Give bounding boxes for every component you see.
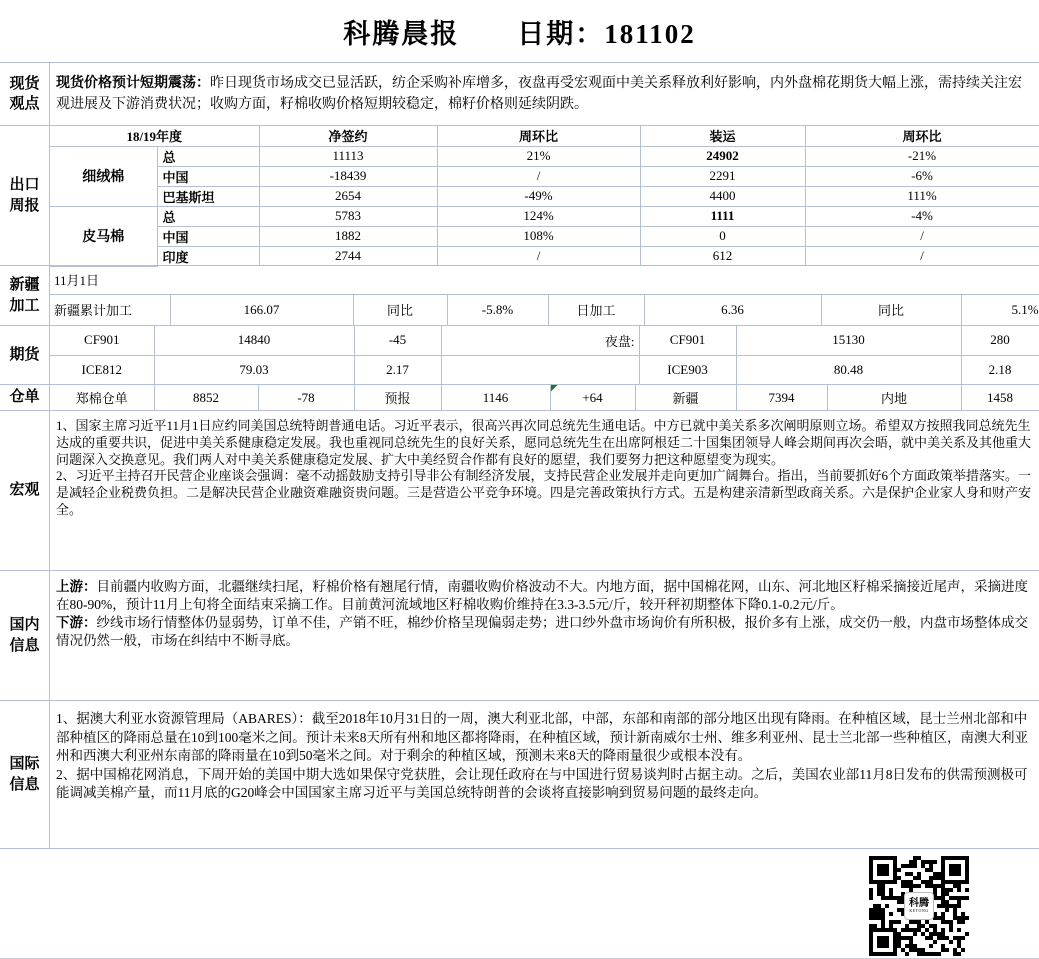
table-row — [50, 166, 1039, 186]
cell: 预报 — [354, 385, 441, 410]
section-label-macro: 宏观 — [0, 411, 50, 570]
cell: 同比 — [353, 294, 447, 325]
section-label-export: 出口周报 — [0, 126, 50, 265]
section-macro — [0, 410, 1039, 570]
export-table — [50, 126, 1039, 267]
section-label-domestic: 国内信息 — [0, 571, 50, 700]
section-warehouse-receipts — [0, 384, 1039, 410]
macro-paragraph: 2、习近平主持召开民营企业座谈会强调：毫不动摇鼓励支持引导非公有制经济发展，支持民营企业发展并走向更加广阔舞台。指出，当前要抓好6个方面政策举措落实。一是减轻企业税费负担。二是解决民营企业融资难融资贵问题。三是营造公平竞争环境。四是完善政策执行方式。五是构建亲清新型政商关系。六是保护企业家人身和财产安全。 — [56, 468, 1032, 517]
spot-view-lead: 现货价格预计短期震荡： — [56, 76, 210, 91]
cell: 11113 — [259, 146, 437, 166]
cell: 郑棉仓单 — [50, 385, 154, 410]
report-date: 日期：181102 — [517, 18, 696, 49]
section-label-international: 国际信息 — [0, 701, 50, 848]
export-weekly-content — [50, 126, 1039, 265]
cell: 日加工 — [548, 294, 644, 325]
cell: 21% — [437, 146, 640, 166]
cell: 24902 — [640, 146, 805, 166]
section-xinjiang-processing — [0, 265, 1039, 325]
cell: 0 — [640, 226, 805, 246]
cell: 2654 — [259, 186, 437, 206]
header-cell: 18/19年度 — [50, 126, 259, 146]
table-row — [50, 294, 1039, 325]
section-label-futures: 期货 — [0, 326, 50, 384]
table-row — [50, 355, 1039, 384]
cell: 124% — [437, 206, 640, 226]
cell: 14840 — [154, 326, 354, 355]
cell: 内地 — [827, 385, 961, 410]
date-cell: 11月1日 — [50, 266, 1039, 294]
cell-error-flag-icon — [551, 385, 558, 392]
table-row — [50, 266, 1039, 294]
page-title — [0, 0, 1039, 62]
cell: 5783 — [259, 206, 437, 226]
cell: 夜盘: — [441, 326, 639, 355]
cell: 2.17 — [354, 355, 441, 384]
cell: ICE903 — [639, 355, 736, 384]
warehouse-content — [50, 385, 1039, 410]
macro-content — [50, 411, 1039, 570]
qr-code — [867, 856, 971, 956]
cell: 4400 — [640, 186, 805, 206]
cell: 1111 — [640, 206, 805, 226]
group-cell: 皮马棉 — [50, 206, 157, 266]
cell: 111% — [805, 186, 1039, 206]
cell: 80.48 — [736, 355, 961, 384]
cell: / — [437, 246, 640, 266]
cell: / — [805, 226, 1039, 246]
domestic-content — [50, 571, 1039, 700]
cell: -18439 — [259, 166, 437, 186]
table-row — [50, 246, 1039, 266]
macro-paragraph: 1、国家主席习近平11月1日应约同美国总统特朗普通电话。习近平表示，很高兴再次同总统先生通电话。中方已就中美关系多次阐明原则立场。希望双方按照我同总统先生达成的重要共识，促进中美关系健康稳定发展。我也重视同总统先生的良好关系，愿同总统先生在出席阿根廷二十国集团领导人峰会期间再次会晤，就中美关系及其他重大问题深入交换意见。我们两人对中美关系健康稳定发展、扩大中美经贸合作都有良好的愿望，我们要努力把这种愿望变为现实。 — [56, 418, 1032, 467]
warehouse-table — [50, 385, 1039, 410]
cell: 2.18 — [961, 355, 1039, 384]
cell: 同比 — [821, 294, 961, 325]
cell: 108% — [437, 226, 640, 246]
downstream-lead: 下游： — [56, 615, 97, 630]
cell: 中国 — [157, 226, 259, 246]
header-cell: 周环比 — [805, 126, 1039, 146]
header-cell: 净签约 — [259, 126, 437, 146]
xinjiang-table — [50, 266, 1039, 325]
footer-row — [0, 848, 1039, 958]
section-international-info — [0, 700, 1039, 848]
futures-content — [50, 326, 1039, 384]
cell: -45 — [354, 326, 441, 355]
cell: 8852 — [154, 385, 258, 410]
cell: 280 — [961, 326, 1039, 355]
cell: 1146 — [441, 385, 550, 410]
section-label-xinjiang: 新疆加工 — [0, 266, 50, 325]
international-content — [50, 701, 1039, 848]
cell: 7394 — [736, 385, 827, 410]
cell: 1882 — [259, 226, 437, 246]
upstream-paragraph — [56, 578, 1031, 614]
cell: 1458 — [961, 385, 1039, 410]
qr-center-logo — [904, 892, 934, 920]
cell: -4% — [805, 206, 1039, 226]
cell: 612 — [640, 246, 805, 266]
group-cell: 细绒棉 — [50, 146, 157, 206]
spot-view-content — [50, 63, 1039, 125]
table-row — [50, 186, 1039, 206]
table-row — [50, 146, 1039, 166]
header-cell: 周环比 — [437, 126, 640, 146]
cell: / — [805, 246, 1039, 266]
header-cell: 装运 — [640, 126, 805, 146]
cell: 166.07 — [170, 294, 353, 325]
cell: 巴基斯坦 — [157, 186, 259, 206]
cell: 5.1% — [961, 294, 1039, 325]
cell: 6.36 — [644, 294, 821, 325]
futures-table — [50, 326, 1039, 384]
report-name: 科腾晨报 — [343, 18, 460, 49]
qr-logo-text: 科腾 — [909, 898, 929, 909]
xinjiang-content — [50, 266, 1039, 325]
cell: 15130 — [736, 326, 961, 355]
cell: 新疆累计加工 — [50, 294, 170, 325]
international-paragraph: 2、据中国棉花网消息，下周开始的美国中期大选如果保守党获胜，会让现任政府在与中国进行贸易谈判时占据主动。之后，美国农业部11月8日发布的供需预测极可能调减美棉产量，而11月底的G20峰会中国国家主席习近平与美国总统特朗普的会谈将直接影响到贸易问题的最终走向。 — [56, 766, 1028, 800]
table-header-row — [50, 126, 1039, 146]
section-label-warehouse: 仓单 — [0, 385, 50, 410]
cell-value: +64 — [582, 389, 603, 405]
cell: -5.8% — [447, 294, 548, 325]
section-label-spot: 现货观点 — [0, 63, 50, 125]
downstream-text: 纱线市场行情整体仍显弱势，订单不佳，产销不旺，棉纱价格呈现偏弱走势；进口纱外盘市场询价有所积极，报价多有上涨，成交仍一般，内盘市场整体成交情况仍然一般，市场在纠结中不断寻底。 — [56, 615, 1028, 648]
cell — [550, 385, 635, 410]
cell: -6% — [805, 166, 1039, 186]
table-row — [50, 326, 1039, 355]
cell: 总 — [157, 146, 259, 166]
section-domestic-info — [0, 570, 1039, 700]
section-futures — [0, 325, 1039, 384]
table-row — [50, 385, 1039, 410]
international-paragraph: 1、据澳大利亚水资源管理局（ABARES）：截至2018年10月31日的一周，澳大利亚北部，中部，东部和南部的部分地区出现有降雨。在种植区域，昆士兰州北部和中部种植区的降雨总量在10到100毫米之间。预计未来8天所有州和地区都将降雨，在种植区域，预计新南威尔士州、维多利亚州、昆士兰北部一些种植区，南澳大利亚州和西澳大利亚州东南部的降雨量在10到50毫米之间。对于剩余的种植区域，预测未来8天的降雨量很少或根本没有。 — [56, 711, 1028, 763]
cell: 总 — [157, 206, 259, 226]
spot-view-text: 昨日现货市场成交已显活跃，纺企采购补库增多，夜盘再受宏观面中美关系释放利好影响，内外盘棉花期货大幅上涨，需持续关注宏观进展及下游消费状况；收购方面，籽棉收购价格短期较稳定，棉籽价格则延续阴跌。 — [56, 76, 1022, 112]
cell: ICE812 — [50, 355, 154, 384]
cell: CF901 — [639, 326, 736, 355]
section-spot-view — [0, 62, 1039, 125]
cell: -78 — [258, 385, 354, 410]
table-row — [50, 226, 1039, 246]
section-export-weekly — [0, 125, 1039, 265]
cell: 印度 — [157, 246, 259, 266]
table-row — [50, 206, 1039, 226]
cell: 新疆 — [635, 385, 736, 410]
cell: -49% — [437, 186, 640, 206]
cell: CF901 — [50, 326, 154, 355]
cell: 2291 — [640, 166, 805, 186]
cell: -21% — [805, 146, 1039, 166]
cell: 79.03 — [154, 355, 354, 384]
spot-view-paragraph — [56, 73, 1031, 115]
cell: 中国 — [157, 166, 259, 186]
upstream-lead: 上游： — [56, 579, 97, 594]
cell: / — [437, 166, 640, 186]
cell — [441, 355, 639, 384]
cell: 2744 — [259, 246, 437, 266]
upstream-text: 目前疆内收购方面，北疆继续扫尾，籽棉价格有翘尾行情，南疆收购价格波动不大。内地方面，据中国棉花网，山东、河北地区籽棉采摘接近尾声，采摘进度在80-90%，预计11月上旬将全面结束采摘工作。目前黄河流域地区籽棉收购价维持在3.3-3.5元/斤，较开秤初期整体下降0.1-0.2元/斤。 — [56, 579, 1028, 612]
downstream-paragraph — [56, 614, 1031, 650]
qr-logo-subtext: KETONG — [909, 908, 929, 913]
